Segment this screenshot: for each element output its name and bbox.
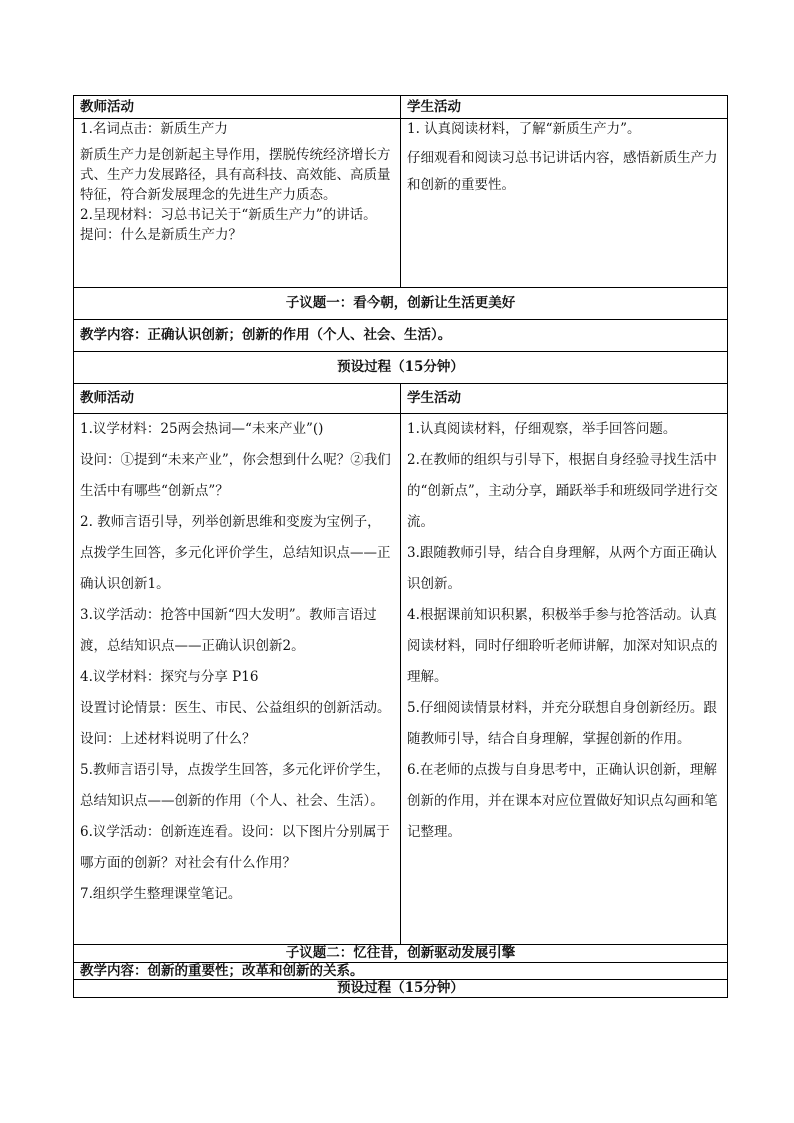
teacher-activity-5: 4.议学材料：探究与分享 P16 [80,669,259,685]
intro-row [74,119,728,288]
topic1-title: 子议题一：看今朝，创新让生活更美好 [74,288,728,320]
topic1-content: 教学内容：正确认识创新；创新的作用（个人、社会、生活）。 [74,320,728,352]
topic1-process-row [74,352,728,384]
student-activity-5: 5.仔细阅读情景材料，并充分联想自身创新经历。跟随教师引导，结合自身理解，掌握创新的作用。 [407,700,717,747]
header-row-1 [74,96,728,119]
teacher-activity-8: 6.议学活动：创新连连看。设问：以下图片分别属于哪方面的创新？对社会有什么作用？ [80,824,390,871]
topic2-content-row [74,963,728,980]
student-activity-4: 4.根据课前知识积累，积极举手参与抢答活动。认真阅读材料，同时仔细聆听老师讲解，加深对知识点的理解。 [407,607,718,685]
header-row-2 [74,384,728,414]
activities-row [74,414,728,945]
intro-student-cell [401,119,728,288]
intro-teacher-item-3: 2.呈现材料：习总书记关于“新质生产力”的讲话。 [80,207,377,223]
student-activity-header: 学生活动 [401,96,728,119]
teacher-activity-9: 7.组织学生整理课堂笔记。 [80,886,242,902]
topic2-content: 教学内容：创新的重要性；改革和创新的关系。 [74,963,728,980]
student-activity-3: 3.跟随教师引导，结合自身理解，从两个方面正确认识创新。 [407,545,717,592]
student-activity-2: 2.在教师的组织与引导下，根据自身经验寻找生活中的“创新点”，主动分享，踊跃举手和班级同学进行交流。 [407,452,718,530]
intro-teacher-item-2: 新质生产力是创新起主导作用，摆脱传统经济增长方式、生产力发展路径，具有高科技、高效能、高质量特征，符合新发展理念的先进生产力质态。 [80,147,391,203]
lesson-plan-table [73,95,728,998]
teacher-activity-header-2: 教师活动 [74,384,401,414]
teacher-activity-4: 3.议学活动：抢答中国新“四大发明”。教师言语过渡，总结知识点——正确认识创新2。 [80,607,377,654]
teacher-activity-7: 5.教师言语引导，点拨学生回答，多元化评价学生，总结知识点——创新的作用（个人、社会、生活）。 [80,762,390,809]
intro-student-item-1: 1. 认真阅读材料，了解“新质生产力”。 [407,121,641,137]
topic2-process: 预设过程（15分钟） [74,980,728,998]
topic2-title: 子议题二：忆往昔，创新驱动发展引擎 [74,945,728,963]
topic1-title-row [74,288,728,320]
activities-student-cell [401,414,728,945]
student-activity-6: 6.在老师的点拨与自身思考中，正确认识创新，理解创新的作用，并在课本对应位置做好知识点勾画和笔记整理。 [407,762,718,840]
activities-teacher-cell [74,414,401,945]
student-activity-1: 1.认真阅读材料，仔细观察，举手回答问题。 [407,421,677,437]
teacher-activity-2: 设问：①提到“未来产业”，你会想到什么呢？②我们生活中有哪些“创新点”？ [80,452,391,499]
topic1-content-row [74,320,728,352]
teacher-activity-3: 2. 教师言语引导，列举创新思维和变废为宝例子，点拨学生回答，多元化评价学生，总结知识点——正确认识创新1。 [80,514,391,592]
teacher-activity-6: 设置讨论情景：医生、市民、公益组织的创新活动。设问：上述材料说明了什么？ [80,700,391,747]
topic1-process: 预设过程（15分钟） [74,352,728,384]
teacher-activity-header: 教师活动 [74,96,401,119]
intro-teacher-item-1: 1.名词点击：新质生产力 [80,121,228,137]
intro-student-item-2: 仔细观看和阅读习总书记讲话内容，感悟新质生产力和创新的重要性。 [407,150,718,193]
intro-teacher-item-4: 提问：什么是新质生产力？ [80,227,242,243]
topic2-process-row [74,980,728,998]
topic2-title-row [74,945,728,963]
intro-teacher-cell [74,119,401,288]
student-activity-header-2: 学生活动 [401,384,728,414]
teacher-activity-1: 1.议学材料：25两会热词—“未来产业”() [80,421,324,437]
